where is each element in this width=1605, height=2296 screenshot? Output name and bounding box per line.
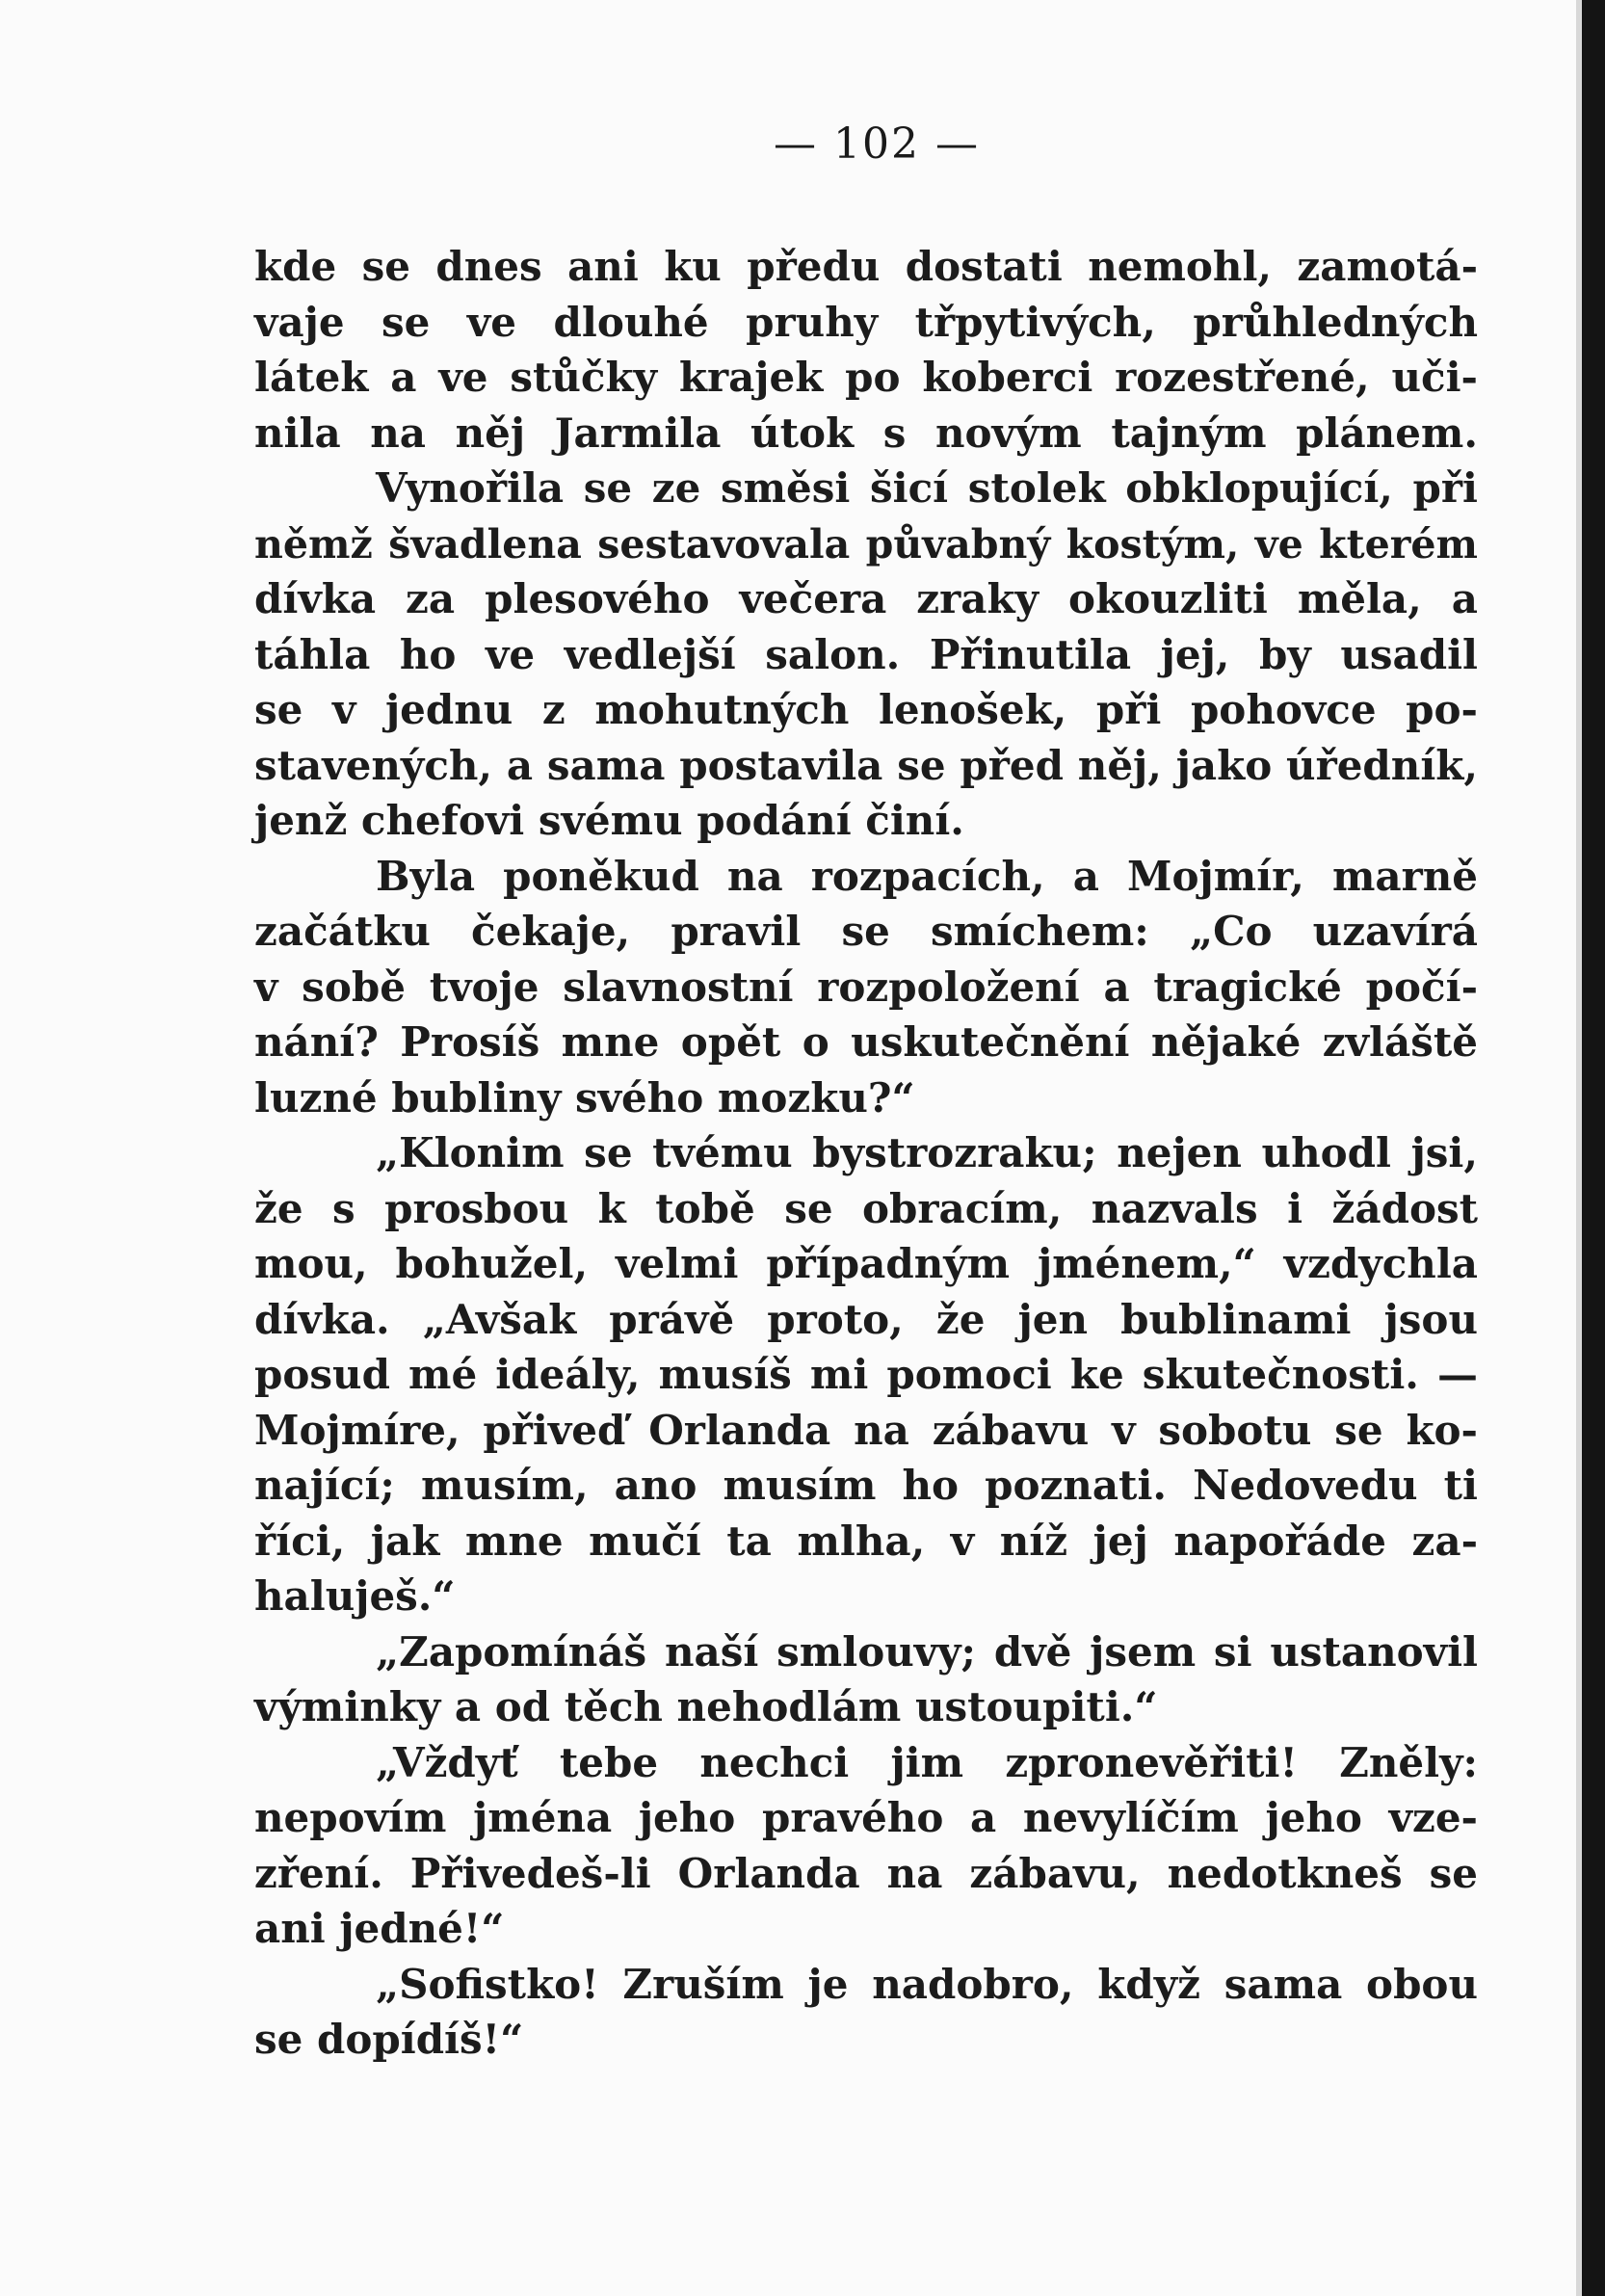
text-line: začátku čekaje, pravil se smíchem: „Co uzavírá bbox=[254, 908, 1478, 955]
text-line: stavených, a sama postavila se před něj, jako úředník, bbox=[254, 741, 1478, 789]
text-line: „Zapomínáš naší smlouvy; dvě jsem si ustanovil bbox=[376, 1627, 1478, 1676]
text-line: kde se dnes ani ku předu dostati nemohl, zamotá- bbox=[254, 243, 1478, 290]
text-line: že s prosbou k tobě se obracím, nazvals i žádost bbox=[254, 1184, 1478, 1232]
text-line: Byla poněkud na rozpacích, a Mojmír, marně bbox=[376, 852, 1478, 900]
text-line: nila na něj Jarmila útok s novým tajným plánem. bbox=[254, 409, 1478, 457]
text-line: němž švadlena sestavovala půvabný kostým, ve kterém bbox=[254, 519, 1478, 567]
text-line: „Vždyť tebe nechci jim zpronevěřiti! Zněly: bbox=[376, 1738, 1478, 1786]
text-line: se dopídíš!“ bbox=[254, 2016, 524, 2063]
text-line: haluješ.“ bbox=[254, 1572, 456, 1620]
text-line: v sobě tvoje slavnostní rozpoložení a tragické počí- bbox=[254, 963, 1478, 1011]
page-number: — 102 — bbox=[774, 119, 980, 169]
text-line: se v jednu z mohutných lenošek, při pohovce po- bbox=[254, 686, 1478, 733]
text-line: dívka. „Avšak právě proto, že jen bublinami jsou bbox=[254, 1295, 1478, 1343]
text-line: mou, bohužel, velmi případným jménem,“ vzdychla bbox=[254, 1240, 1478, 1287]
text-line: luzné bubliny svého mozku?“ bbox=[254, 1073, 915, 1122]
body-text bbox=[254, 239, 1478, 2068]
text-line: látek a ve stůčky krajek po koberci rozestřené, uči- bbox=[254, 354, 1478, 401]
text-line: posud mé ideály, musíš mi pomoci ke skutečnosti. — bbox=[254, 1351, 1478, 1398]
text-line: výminky a od těch nehodlám ustoupiti.“ bbox=[254, 1683, 1158, 1730]
text-line: Vynořila se ze směsi šicí stolek obklopující, při bbox=[376, 464, 1478, 512]
text-line: Mojmíre, přiveď Orlanda na zábavu v sobotu se ko- bbox=[254, 1406, 1478, 1454]
text-line: říci, jak mne mučí ta mlha, v níž jej napořáde za- bbox=[254, 1517, 1478, 1565]
text-line: jenž chefovi svému podání činí. bbox=[254, 797, 964, 844]
text-line: ani jedné!“ bbox=[254, 1905, 505, 1952]
text-line: nání? Prosíš mne opět o uskutečnění nějaké zvláště bbox=[254, 1018, 1478, 1066]
text-line: „Klonim se tvému bystrozraku; nejen uhodl jsi, bbox=[376, 1129, 1478, 1176]
text-line: dívka za plesového večera zraky okouzliti měla, a bbox=[254, 575, 1478, 622]
scan-border bbox=[1582, 0, 1605, 2296]
text-line: nající; musím, ano musím ho poznati. Nedovedu ti bbox=[254, 1462, 1478, 1509]
text-line: vaje se ve dlouhé pruhy třpytivých, průhledných bbox=[254, 298, 1478, 346]
text-line: nepovím jména jeho pravého a nevylíčím jeho vze- bbox=[254, 1794, 1478, 1841]
text-line: „Sofistko! Zruším je nadobro, když sama obou bbox=[376, 1960, 1478, 2008]
text-line: zření. Přivedeš-li Orlanda na zábavu, nedotkneš se bbox=[254, 1849, 1478, 1897]
text-line: táhla ho ve vedlejší salon. Přinutila jej, by usadil bbox=[254, 630, 1478, 678]
